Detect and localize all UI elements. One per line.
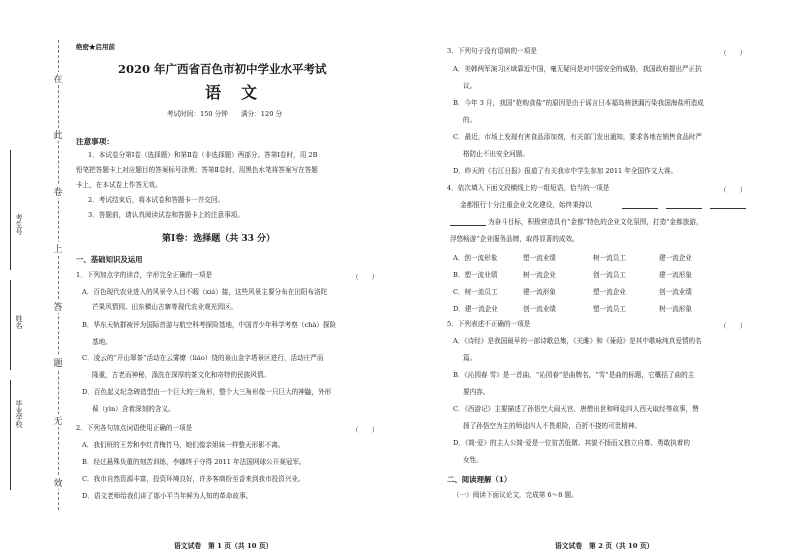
school-label: 毕业学校: [15, 400, 23, 428]
secret-label: 绝密★启用前: [76, 43, 115, 51]
q4-blank: [710, 208, 746, 209]
q3-option-line: A．美韩两军演习区域靠近中国，毫无疑问是对中国安全的威胁，我国政府提出严正抗: [453, 65, 702, 73]
notice-line: 1．本试卷分第Ⅰ卷（选择题）和第Ⅱ卷（非选择题）两部分。答第Ⅰ卷时，用 2B: [88, 151, 318, 159]
exam-no-label: 考生号: [15, 214, 23, 235]
q4-blank: [666, 208, 702, 209]
notice-line: 铅笔把答题卡上对应题目的答案标号涂黑；答第Ⅱ卷时，用黑色水笔将答案写在答题: [76, 166, 318, 174]
q4-option: 树一流企业: [523, 271, 556, 279]
q4-option: 建一流企业: [659, 254, 692, 262]
exam-no-underline: [10, 150, 11, 270]
q5-stem: 5．下列表述不正确的一项是: [447, 320, 531, 328]
seal-char: 答: [52, 300, 64, 313]
q3-answer-paren: （ ）: [720, 49, 747, 57]
q4-option: 创一流业绩: [523, 305, 556, 313]
q5-option-line: D．《简·爱》的主人公简·爱是一位贫苦低微、其貌不扬而又独立自尊、勇敢执着的: [453, 439, 690, 447]
q2-stem: 2．下列各句加点词语使用正确的一项是: [76, 424, 193, 432]
q3-option-line: 的。: [463, 116, 477, 124]
q1-option-line: 隆重，古老而神秘，涤洗在深厚的茶文化和奇特的民族风情。: [92, 371, 271, 379]
q2-option-line: B．经过悬殊负重的刻苦训练，李娜终于夺得 2011 年法国网球公开赛冠军。: [82, 458, 306, 466]
q1-option-line: 葆（yìn）含着深刻的含义。: [92, 405, 175, 413]
q4-option: 树一流员工: [593, 254, 626, 262]
q5-option-line: C．《西游记》主要描述了孙悟空大闹天宫、唐僧出世和师徒四人西天取经等故事，赞: [453, 405, 699, 413]
exam-title: 2020 年广西省百色市初中学业水平考试: [118, 62, 327, 76]
q3-stem: 3．下列句子没有语病的一项是: [447, 47, 537, 55]
q4-option: C．树一流员工: [453, 288, 498, 296]
q1-stem: 1．下列加点字的读音，字形完全正确的一项是: [76, 271, 213, 279]
q4-option: 塑一流企业: [593, 288, 626, 296]
q4-option: 建一流形象: [659, 271, 692, 279]
notice-title: 注意事项：: [76, 137, 114, 146]
q2-option-line: C．我市自然资源丰富，投资环境良好，许多客商纷至沓来到我市投资兴业。: [82, 475, 305, 483]
seal-char: 题: [52, 356, 64, 369]
q4-option: 树一流形象: [659, 305, 692, 313]
q3-option-line: B．今年 3 月，我国“抢购食盐”的原因是由于谣言日本福岛核泄漏污染我国海盐所造成: [453, 99, 704, 107]
seal-dashed-line: [58, 40, 59, 510]
seal-char: 上: [52, 242, 64, 255]
notice-line: 3．答题前，请认真阅读试卷和答题卡上的注意事项。: [88, 211, 244, 219]
q5-answer-paren: （ ）: [720, 322, 747, 330]
q4-option: D．建一流企业: [453, 305, 498, 313]
q4-blank: [622, 208, 658, 209]
seal-char: 效: [52, 476, 64, 489]
page1-footer: 语文试卷 第 1 页（共 10 页）: [174, 542, 273, 550]
q4-passage-line: 为奋斗目标，积极营造具有“金都”特色的企业文化氛围，打造“金都旅游，: [488, 218, 703, 226]
q2-answer-paren: （ ）: [352, 426, 379, 434]
q3-option-line: 议。: [463, 82, 477, 90]
q4-option: 创一流员工: [593, 271, 626, 279]
q1-option-line: A．百色现代农业进入的风景令人目不暇（xiá）接，这些风景主要分布在田阳布洛陀: [82, 288, 328, 296]
seal-char: 此: [52, 128, 64, 141]
q1-option-line: D．百色起义纪念碑造型由一个巨大的三角形，整个大三角形像一只巨大的神鼬，外形: [82, 388, 332, 396]
q3-option-line: C．最近，市场上发现有害食品添加剂，有关部门发出通知，要求各地在销售食品时严: [453, 133, 703, 141]
school-underline: [10, 380, 11, 490]
seal-char: 在: [52, 72, 64, 85]
q3-option-line: 格防止不出安全问题。: [463, 150, 529, 158]
q5-option-line: 篇。: [463, 354, 477, 362]
seal-char: 无: [52, 414, 64, 427]
subject-title: 语 文: [205, 83, 260, 102]
part1-title: 第Ⅰ卷：选择题（共 33 分）: [162, 234, 276, 244]
q4-answer-paren: （ ）: [720, 186, 747, 194]
page2-footer: 语文试卷 第 2 页（共 10 页）: [555, 542, 654, 550]
section2-title: 二、阅读理解（1）: [447, 475, 512, 484]
q4-option: 建一流形象: [523, 288, 556, 296]
q4-options: [453, 252, 753, 322]
seal-char: 卷: [52, 185, 64, 198]
name-underline: [10, 280, 11, 370]
q5-option-line: B．《沁园春 雪》是一首曲，“沁园春”是曲牌名，“雪”是曲的标题，它概括了曲的主: [453, 371, 695, 379]
q1-answer-paren: （ ）: [352, 273, 379, 281]
q4-passage-line: 金都银行十分注重企业文化建设，始终秉持以: [460, 201, 592, 209]
exam-time-info: 考试时间：150 分钟 满分：120 分: [167, 110, 283, 118]
q4-option: B．塑一流业绩: [453, 271, 498, 279]
notice-line: 卡上，在本试卷上作答无效。: [76, 181, 162, 189]
q2-option-line: A．我们班的王芳和李红青梅竹马，她们像亲姐妹一样整天形影不离。: [82, 441, 285, 449]
section1-title: 一、基础知识及运用: [76, 255, 143, 264]
q4-option: 塑一流业绩: [523, 254, 556, 262]
q5-option-line: A．《诗经》是我国最早的一部诗歌总集，《关雎》和《蒹葭》是其中歌咏纯真爱情的名: [453, 337, 702, 345]
q1-option-line: 基地。: [92, 338, 112, 346]
q2-option-line: D．语文老师给我们讲了那小平当年鲜为人知的革命故事。: [82, 492, 253, 500]
q4-option: A．创一流形象: [453, 254, 498, 262]
q1-option-line: B．华东天轨群被评为国际首游与航空科考探险基地，中国青少年科学考察（chà）探险: [82, 321, 337, 329]
q1-option-line: 芒果风情园、田东横山古寨等现代农业观光园区。: [92, 303, 238, 311]
reading-intro: （一）阅读下面议论文，完成第 6～8 题。: [453, 491, 578, 499]
name-label: 姓名: [15, 315, 23, 329]
q4-option: 塑一流员工: [593, 305, 626, 313]
q4-passage-line: 浮悠畅游”企业服务品牌，取得显著的成效。: [450, 235, 579, 243]
q1-option-line: C．凌云的“开山翠茶”活动在云雾缭（liáo）绕的泉山金字塔景区进行，活动庄严而: [82, 354, 324, 362]
q4-blank: [450, 225, 486, 226]
q3-option-line: D．昨天的《右江日报》报道了有关我市中学生参加 2011 年全国作文大赛。: [453, 167, 678, 175]
q5-option-line: 要内容。: [463, 388, 490, 396]
q4-stem: 4．依次填入下面文段横线上的一组短语，恰当的一项是: [447, 184, 610, 192]
q4-option: 创一流业绩: [659, 288, 692, 296]
q5-option-line: 扬了孙悟空为主的师徒四人不畏艰险，百折不挠的可贵精神。: [463, 422, 642, 430]
q5-option-line: 女性。: [463, 456, 483, 464]
notice-line: 2．考试结束后，将本试卷和答题卡一并交回。: [88, 196, 225, 204]
